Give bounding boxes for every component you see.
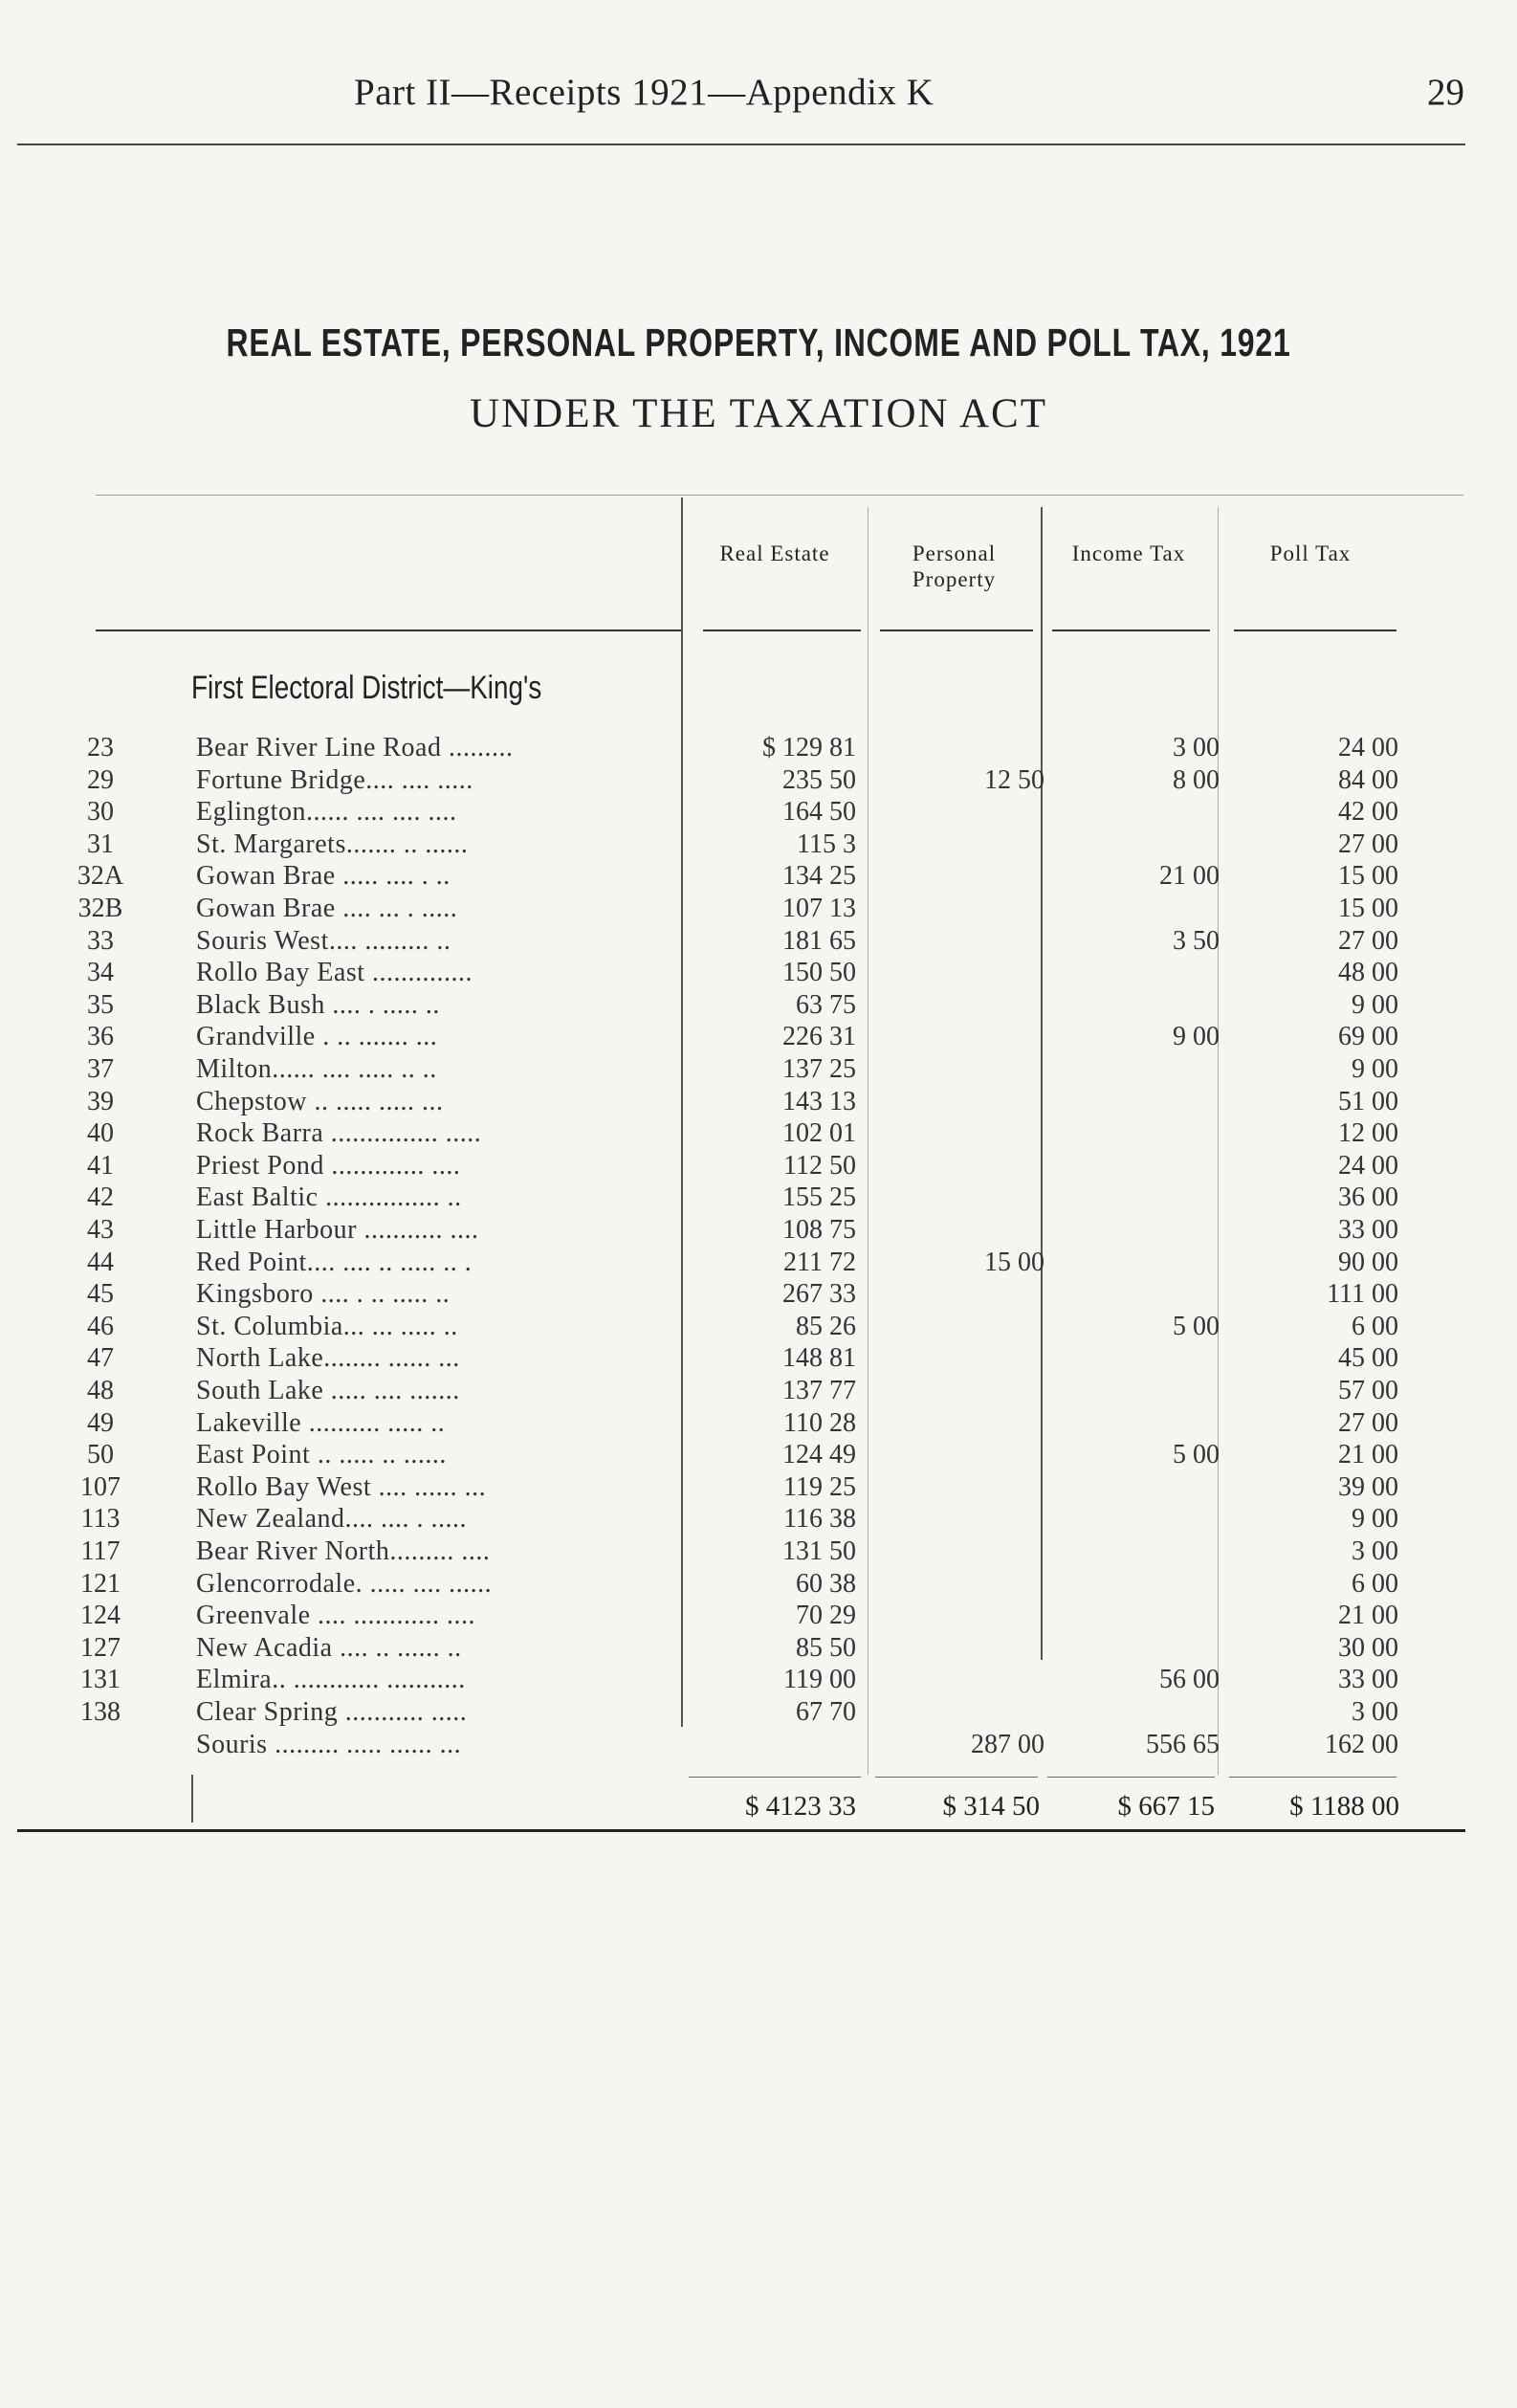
row-real-estate: 235 50 bbox=[782, 764, 856, 795]
row-real-estate: 267 33 bbox=[782, 1279, 856, 1310]
table-row bbox=[0, 1632, 1517, 1665]
row-locality: Rollo Bay East .............. bbox=[196, 958, 473, 988]
row-locality: North Lake........ ...... ... bbox=[196, 1343, 460, 1374]
table-row bbox=[0, 1311, 1517, 1343]
header-rule bbox=[17, 144, 1465, 145]
footer-rule bbox=[17, 1829, 1465, 1832]
table-row bbox=[0, 1278, 1517, 1311]
table-row bbox=[0, 860, 1517, 893]
row-income-tax: 3 50 bbox=[1173, 925, 1220, 956]
row-locality: St. Margarets....... .. ...... bbox=[196, 828, 469, 859]
row-locality: Black Bush .... . ..... .. bbox=[196, 989, 440, 1020]
table-row bbox=[0, 828, 1517, 861]
row-poll-tax: 36 00 bbox=[1338, 1182, 1398, 1213]
row-poll-tax: 9 00 bbox=[1352, 989, 1398, 1020]
row-poll-tax: 12 00 bbox=[1338, 1118, 1398, 1149]
table-row bbox=[0, 1182, 1517, 1214]
table-row bbox=[0, 957, 1517, 989]
row-real-estate: 112 50 bbox=[783, 1150, 856, 1181]
row-locality: New Zealand.... .... . ..... bbox=[196, 1504, 468, 1535]
row-poll-tax: 48 00 bbox=[1338, 958, 1398, 988]
total-personal-property: $ 314 50 bbox=[942, 1791, 1040, 1822]
totals-row bbox=[0, 1787, 1517, 1825]
row-locality: Little Harbour ........... .... bbox=[196, 1215, 479, 1245]
row-real-estate: 134 25 bbox=[782, 861, 856, 892]
row-real-estate: 211 72 bbox=[783, 1247, 856, 1277]
row-number: 29 bbox=[87, 764, 114, 795]
row-poll-tax: 162 00 bbox=[1325, 1729, 1398, 1759]
row-locality: East Point .. ..... .. ...... bbox=[196, 1440, 447, 1470]
row-number: 113 bbox=[80, 1504, 121, 1535]
row-locality: Gowan Brae ..... .... . .. bbox=[196, 861, 451, 892]
row-number: 45 bbox=[87, 1279, 114, 1310]
row-locality: Souris ......... ..... ...... ... bbox=[196, 1729, 462, 1759]
header-bottom-rule-re bbox=[703, 630, 861, 631]
row-income-tax: 3 00 bbox=[1173, 733, 1220, 762]
row-poll-tax: 39 00 bbox=[1338, 1471, 1398, 1502]
header-bottom-rule-pt bbox=[1234, 630, 1396, 631]
row-income-tax: 5 00 bbox=[1173, 1440, 1220, 1470]
row-locality: Bear River North......... .... bbox=[196, 1536, 491, 1566]
row-locality: Milton...... .... ..... .. .. bbox=[196, 1054, 437, 1084]
table-row bbox=[0, 1375, 1517, 1407]
row-number: 36 bbox=[87, 1022, 114, 1052]
total-rule-it bbox=[1047, 1777, 1215, 1778]
row-poll-tax: 27 00 bbox=[1338, 1407, 1398, 1438]
row-number: 121 bbox=[80, 1568, 121, 1599]
row-number: 32B bbox=[77, 894, 123, 923]
table-subtitle: UNDER THE TAXATION ACT bbox=[470, 391, 1047, 436]
table-row bbox=[0, 1439, 1517, 1471]
row-real-estate: 148 81 bbox=[782, 1343, 856, 1374]
row-real-estate: 124 49 bbox=[782, 1440, 856, 1470]
row-number: 33 bbox=[87, 925, 114, 956]
row-locality: Clear Spring ........... ..... bbox=[196, 1697, 468, 1727]
column-header-personal-property: Personal Property bbox=[912, 541, 997, 591]
row-locality: Fortune Bridge.... .... ..... bbox=[196, 764, 473, 795]
row-number: 37 bbox=[87, 1054, 114, 1084]
row-poll-tax: 33 00 bbox=[1338, 1215, 1398, 1245]
table-row bbox=[0, 1053, 1517, 1086]
total-income-tax: $ 667 15 bbox=[1117, 1791, 1215, 1822]
row-personal-property: 15 00 bbox=[984, 1247, 1044, 1277]
row-real-estate: 119 00 bbox=[783, 1665, 856, 1695]
row-number: 44 bbox=[87, 1247, 114, 1277]
header-top-rule bbox=[96, 495, 1463, 496]
row-poll-tax: 57 00 bbox=[1338, 1376, 1398, 1405]
header-bottom-rule-pp bbox=[880, 630, 1033, 631]
total-poll-tax: $ 1188 00 bbox=[1289, 1791, 1399, 1822]
table-row bbox=[0, 1471, 1517, 1504]
total-real-estate: $ 4123 33 bbox=[745, 1791, 856, 1822]
row-locality: South Lake ..... .... ....... bbox=[196, 1376, 460, 1405]
row-income-tax: 556 65 bbox=[1146, 1729, 1220, 1759]
row-real-estate: 102 01 bbox=[782, 1118, 856, 1149]
row-poll-tax: 9 00 bbox=[1352, 1054, 1398, 1084]
running-head: Part II—Receipts 1921—Appendix K bbox=[354, 72, 934, 113]
row-number: 32A bbox=[77, 861, 124, 892]
table-row bbox=[0, 1407, 1517, 1440]
header-bottom-rule-it bbox=[1052, 630, 1210, 631]
column-header-income-tax: Income Tax bbox=[1071, 541, 1186, 565]
row-real-estate: 131 50 bbox=[782, 1536, 856, 1566]
row-poll-tax: 33 00 bbox=[1338, 1665, 1398, 1695]
table-row bbox=[0, 1086, 1517, 1118]
row-locality: Priest Pond ............. .... bbox=[196, 1150, 461, 1181]
row-poll-tax: 15 00 bbox=[1338, 894, 1398, 923]
table-row bbox=[0, 1568, 1517, 1601]
row-number: 127 bbox=[80, 1632, 121, 1663]
row-real-estate: 67 70 bbox=[796, 1697, 856, 1727]
row-poll-tax: 15 00 bbox=[1338, 861, 1398, 892]
table-row bbox=[0, 796, 1517, 828]
row-poll-tax: 3 00 bbox=[1352, 1697, 1398, 1727]
row-locality: East Baltic ................ .. bbox=[196, 1182, 462, 1213]
row-real-estate: 119 25 bbox=[783, 1471, 856, 1502]
table-row bbox=[0, 1247, 1517, 1279]
row-income-tax: 8 00 bbox=[1173, 764, 1220, 795]
row-real-estate: 143 13 bbox=[782, 1086, 856, 1116]
row-locality: Eglington...... .... .... .... bbox=[196, 797, 457, 828]
row-poll-tax: 27 00 bbox=[1338, 925, 1398, 956]
row-locality: Chepstow .. ..... ..... ... bbox=[196, 1086, 444, 1116]
row-locality: Souris West.... ......... .. bbox=[196, 925, 451, 956]
column-header-real-estate: Real Estate bbox=[719, 541, 830, 565]
row-locality: Bear River Line Road ......... bbox=[196, 733, 514, 762]
row-real-estate: 137 77 bbox=[782, 1376, 856, 1405]
section-heading: First Electoral District—King's bbox=[191, 670, 542, 706]
table-row bbox=[0, 1696, 1517, 1729]
row-poll-tax: 84 00 bbox=[1338, 764, 1398, 795]
row-number: 48 bbox=[87, 1376, 114, 1405]
row-poll-tax: 6 00 bbox=[1352, 1311, 1398, 1341]
row-poll-tax: 24 00 bbox=[1338, 1150, 1398, 1181]
row-poll-tax: 111 00 bbox=[1327, 1279, 1398, 1310]
page-number: 29 bbox=[1427, 72, 1464, 113]
row-number: 124 bbox=[80, 1601, 121, 1631]
row-locality: Glencorrodale. ..... .... ...... bbox=[196, 1568, 493, 1599]
row-number: 39 bbox=[87, 1086, 114, 1116]
table-row bbox=[0, 1600, 1517, 1632]
row-real-estate: 155 25 bbox=[782, 1182, 856, 1213]
total-rule-pt bbox=[1229, 1777, 1396, 1778]
row-real-estate: 60 38 bbox=[796, 1568, 856, 1599]
table-row bbox=[0, 1664, 1517, 1696]
row-number: 34 bbox=[87, 958, 114, 988]
row-poll-tax: 51 00 bbox=[1338, 1086, 1398, 1116]
row-real-estate: 115 3 bbox=[797, 828, 856, 859]
row-poll-tax: 45 00 bbox=[1338, 1343, 1398, 1374]
row-real-estate: 70 29 bbox=[796, 1601, 856, 1631]
table-row bbox=[0, 925, 1517, 958]
table-row bbox=[0, 989, 1517, 1022]
row-locality: Greenvale .... ............ .... bbox=[196, 1601, 476, 1631]
row-number: 117 bbox=[80, 1536, 121, 1566]
row-real-estate: 63 75 bbox=[796, 989, 856, 1020]
row-locality: Elmira.. ............ ........... bbox=[196, 1665, 466, 1695]
table-row bbox=[0, 1150, 1517, 1182]
table-row bbox=[0, 1021, 1517, 1053]
row-income-tax: 56 00 bbox=[1159, 1665, 1220, 1695]
row-personal-property: 12 50 bbox=[984, 764, 1044, 795]
row-locality: Rock Barra ............... ..... bbox=[196, 1118, 482, 1149]
row-locality: Kingsboro .... . .. ..... .. bbox=[196, 1279, 451, 1310]
row-real-estate: 226 31 bbox=[782, 1022, 856, 1052]
row-locality: Rollo Bay West .... ...... ... bbox=[196, 1471, 487, 1502]
row-poll-tax: 21 00 bbox=[1338, 1440, 1398, 1470]
table-row bbox=[0, 1729, 1517, 1761]
row-income-tax: 21 00 bbox=[1159, 861, 1220, 892]
row-real-estate: 150 50 bbox=[782, 958, 856, 988]
row-number: 47 bbox=[87, 1343, 114, 1374]
row-poll-tax: 69 00 bbox=[1338, 1022, 1398, 1052]
row-number: 131 bbox=[80, 1665, 121, 1695]
row-poll-tax: 21 00 bbox=[1338, 1601, 1398, 1631]
row-number: 23 bbox=[87, 733, 114, 762]
row-number: 50 bbox=[87, 1440, 114, 1470]
row-poll-tax: 30 00 bbox=[1338, 1632, 1398, 1663]
row-income-tax: 5 00 bbox=[1173, 1311, 1220, 1341]
row-number: 31 bbox=[87, 828, 114, 859]
column-header-poll-tax: Poll Tax bbox=[1269, 541, 1352, 565]
row-poll-tax: 42 00 bbox=[1338, 797, 1398, 828]
row-number: 43 bbox=[87, 1215, 114, 1245]
total-rule-pp bbox=[875, 1777, 1038, 1778]
row-locality: Lakeville .......... ..... .. bbox=[196, 1407, 446, 1438]
row-real-estate: 85 50 bbox=[796, 1632, 856, 1663]
row-income-tax: 9 00 bbox=[1173, 1022, 1220, 1052]
row-locality: Grandville . .. ....... ... bbox=[196, 1022, 438, 1052]
table-title: REAL ESTATE, PERSONAL PROPERTY, INCOME AND POLL TAX, 1921 bbox=[226, 320, 1291, 365]
row-personal-property: 287 00 bbox=[971, 1729, 1044, 1759]
row-number: 41 bbox=[87, 1150, 114, 1181]
row-number: 49 bbox=[87, 1407, 114, 1438]
row-poll-tax: 90 00 bbox=[1338, 1247, 1398, 1277]
row-poll-tax: 27 00 bbox=[1338, 828, 1398, 859]
row-real-estate: 137 25 bbox=[782, 1054, 856, 1084]
row-number: 35 bbox=[87, 989, 114, 1020]
row-number: 107 bbox=[80, 1471, 121, 1502]
row-locality: Red Point.... .... .. ..... .. . bbox=[196, 1247, 473, 1277]
row-real-estate: 181 65 bbox=[782, 925, 856, 956]
table-row bbox=[0, 1117, 1517, 1150]
row-real-estate: 110 28 bbox=[783, 1407, 856, 1438]
total-rule-re bbox=[689, 1777, 861, 1778]
table-row bbox=[0, 1214, 1517, 1247]
row-poll-tax: 3 00 bbox=[1352, 1536, 1398, 1566]
row-number: 42 bbox=[87, 1182, 114, 1213]
table-row bbox=[0, 764, 1517, 797]
table-row bbox=[0, 1535, 1517, 1568]
row-number: 40 bbox=[87, 1118, 114, 1149]
row-real-estate: 108 75 bbox=[782, 1215, 856, 1245]
row-poll-tax: 9 00 bbox=[1352, 1504, 1398, 1535]
row-real-estate: $ 129 81 bbox=[762, 733, 856, 762]
row-locality: New Acadia .... .. ...... .. bbox=[196, 1632, 462, 1663]
row-number: 30 bbox=[87, 797, 114, 828]
row-locality: St. Columbia... ... ..... .. bbox=[196, 1311, 458, 1341]
table-row bbox=[0, 1342, 1517, 1375]
row-poll-tax: 6 00 bbox=[1352, 1568, 1398, 1599]
table-row bbox=[0, 1503, 1517, 1535]
table-row bbox=[0, 732, 1517, 764]
row-locality: Gowan Brae .... ... . ..... bbox=[196, 894, 458, 923]
row-real-estate: 107 13 bbox=[782, 894, 856, 923]
row-real-estate: 116 38 bbox=[783, 1504, 856, 1535]
row-real-estate: 164 50 bbox=[782, 797, 856, 828]
row-real-estate: 85 26 bbox=[796, 1311, 856, 1341]
row-number: 46 bbox=[87, 1311, 114, 1341]
header-bottom-rule-stub bbox=[96, 630, 681, 631]
table-row bbox=[0, 893, 1517, 925]
row-number: 138 bbox=[80, 1697, 121, 1727]
row-poll-tax: 24 00 bbox=[1338, 733, 1398, 762]
